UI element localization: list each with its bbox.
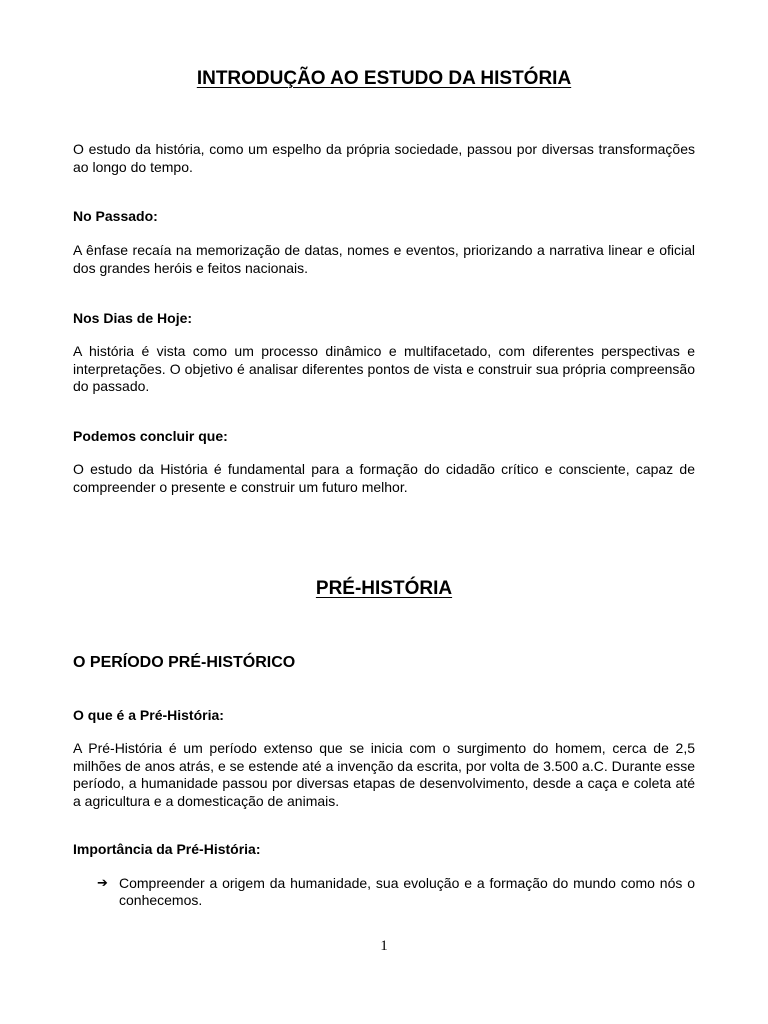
passado-paragraph: A ênfase recaía na memorização de datas, nomes e eventos, priorizando a narrativa linear e oficial dos grandes heróis e feitos nacionais.: [73, 242, 695, 276]
conclusao-paragraph: O estudo da História é fundamental para a formação do cidadão crítico e consciente, capaz de compreender o presente e construir um futuro melhor.: [73, 461, 695, 495]
section-heading-conclusao: Podemos concluir que:: [73, 428, 228, 444]
arrow-right-icon: ➔: [97, 875, 108, 890]
periodo-heading: O PERÍODO PRÉ-HISTÓRICO: [73, 654, 296, 671]
section-heading-oque: O que é a Pré-História:: [73, 707, 224, 723]
section-heading-passado: No Passado:: [73, 208, 158, 224]
bullet-text: Compreender a origem da humanidade, sua evolução e a formação do mundo como nós o conhecemos.: [119, 875, 695, 908]
page-number: 1: [380, 938, 388, 954]
hoje-paragraph: A história é vista como um processo dinâmico e multifacetado, com diferentes perspectivas e interpretações. O objetivo é analisar diferentes pontos de vista e construir sua própria compreensão do passado.: [73, 343, 695, 394]
prehistoria-title: PRÉ-HISTÓRIA: [315, 578, 453, 599]
page-title: INTRODUÇÃO AO ESTUDO DA HISTÓRIA: [196, 68, 572, 89]
section-heading-importancia: Importância da Pré-História:: [73, 841, 261, 857]
bullet-item: [97, 875, 695, 908]
oque-paragraph: A Pré-História é um período extenso que se inicia com o surgimento do homem, cerca de 2,5 milhões de anos atrás, e se estende até a invenção da escrita, por volta de 3.500 a.C. Durante esse período, a humanidade passou por diversas etapas de desenvolvimento, desde a caça e coleta até a agricultura e a domesticação de animais.: [73, 740, 695, 809]
section-heading-hoje: Nos Dias de Hoje:: [73, 310, 193, 326]
intro-paragraph: O estudo da história, como um espelho da própria sociedade, passou por diversas transformações ao longo do tempo.: [73, 141, 695, 175]
